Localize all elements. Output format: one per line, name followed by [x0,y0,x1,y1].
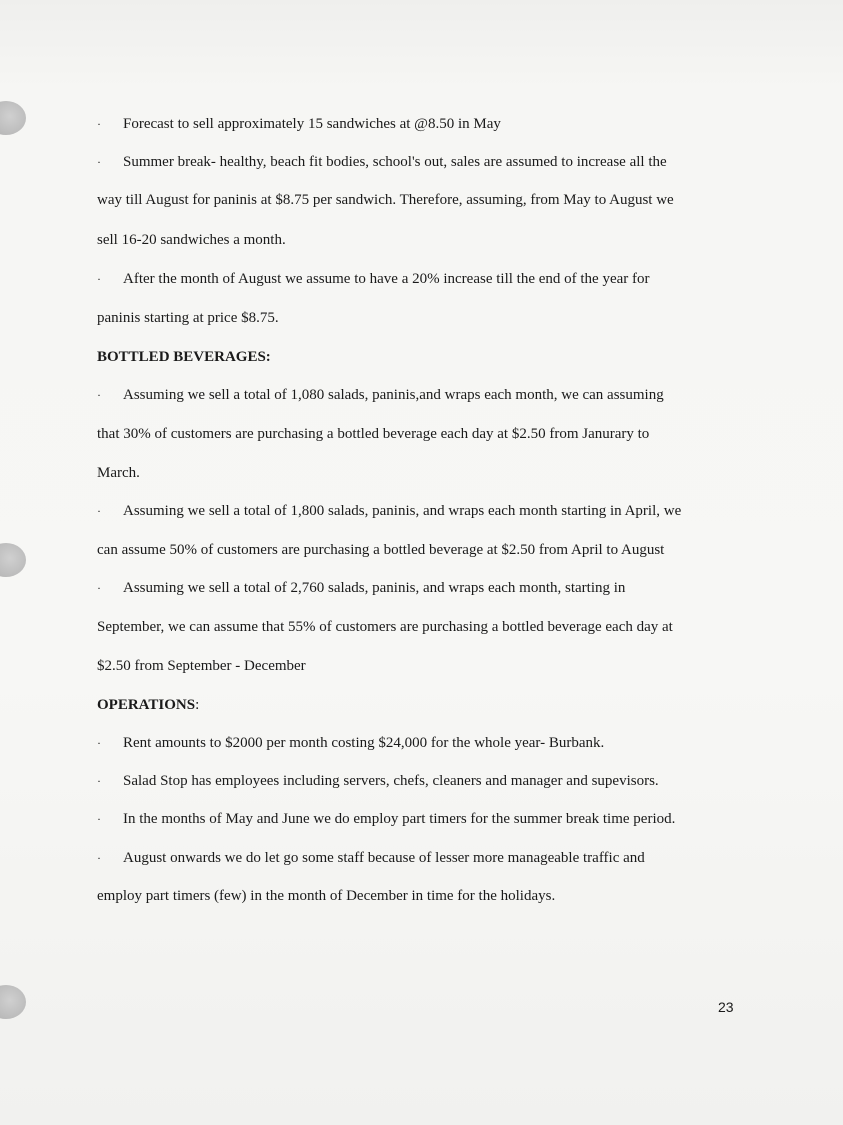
text-line: Summer break- healthy, beach fit bodies, school's out, sales are assumed to increase all the [123,154,667,170]
bullet-item-beverages-sep-dec [97,579,625,597]
text-line: Forecast to sell approximately 15 sandwiches at @8.50 in May [123,116,501,132]
punch-hole-bottom [0,985,26,1019]
bullet-icon: · [97,155,101,169]
text-line: August onwards we do let go some staff because of lesser more manageable traffic and [123,850,645,866]
bullet-icon: · [97,272,101,286]
text-line: Assuming we sell a total of 2,760 salads, paninis, and wraps each month, starting in [123,580,626,596]
bullet-icon: · [97,388,101,402]
bullet-icon: · [97,581,101,595]
bullet-item-rent [97,734,604,752]
page-number: 23 [718,999,734,1015]
bullet-item-employees [97,772,659,790]
punch-hole-top [0,101,26,135]
bullet-icon: · [97,774,101,788]
text-line: March. [97,465,140,481]
text-line: After the month of August we assume to have a 20% increase till the end of the year for [123,271,650,287]
bullet-icon: · [97,504,101,518]
bullet-item-august-increase [97,270,650,288]
bullet-item-summer-break [97,153,667,171]
text-line: Rent amounts to $2000 per month costing $24,000 for the whole year- Burbank. [123,735,605,751]
text-line: $2.50 from September - December [97,658,306,674]
text-line: way till August for paninis at $8.75 per sandwich. Therefore, assuming, from May to August we [97,192,674,208]
text-line: September, we can assume that 55% of customers are purchasing a bottled beverage each day at [97,619,673,635]
text-line: employ part timers (few) in the month of December in time for the holidays. [97,888,556,904]
bullet-icon: · [97,812,101,826]
text-line: In the months of May and June we do employ part timers for the summer break time period. [123,811,676,827]
text-line: Assuming we sell a total of 1,800 salads, paninis, and wraps each month starting in April, we [123,503,682,519]
section-heading-operations [97,696,199,714]
bullet-item-part-timers [97,810,675,828]
text-line: paninis starting at price $8.75. [97,310,279,326]
heading-colon: : [195,697,200,713]
punch-hole-middle [0,543,26,577]
text-line: sell 16-20 sandwiches a month. [97,232,286,248]
text-line: can assume 50% of customers are purchasing a bottled beverage at $2.50 from April to August [97,542,665,558]
bullet-icon: · [97,851,101,865]
bullet-item-beverages-jan-mar [97,386,664,404]
bullet-icon: · [97,736,101,750]
bullet-item-staffing-changes [97,849,645,867]
text-line: Assuming we sell a total of 1,080 salads, paninis,and wraps each month, we can assuming [123,387,664,403]
bullet-item-beverages-apr-aug [97,502,681,520]
text-line: Salad Stop has employees including servers, chefs, cleaners and manager and supevisors. [123,773,659,789]
bullet-item-may-forecast [97,115,501,133]
text-line: that 30% of customers are purchasing a bottled beverage each day at $2.50 from Janurary to [97,426,650,442]
heading-text: OPERATIONS [97,697,196,713]
section-heading-bottled-beverages: BOTTLED BEVERAGES: [97,349,271,365]
bullet-icon: · [97,117,101,131]
